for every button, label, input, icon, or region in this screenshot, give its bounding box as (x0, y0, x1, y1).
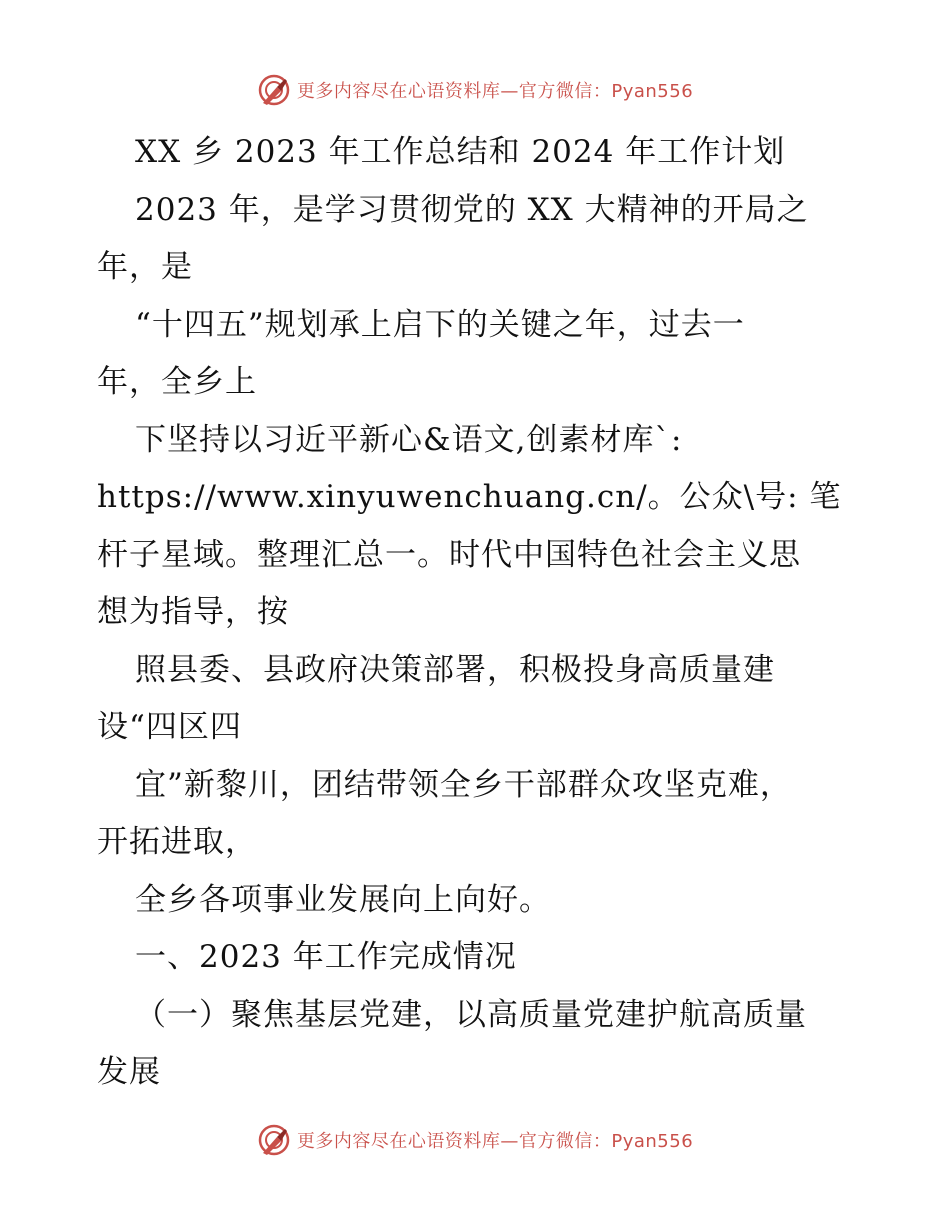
text-line: 年，全乡上 (97, 364, 257, 400)
text-line: 一、2023 年工作完成情况 (135, 939, 517, 975)
text-line: https://www.xinyuwenchuang.cn/。公众\号: 笔 (97, 479, 842, 515)
text-line: 设“四区四 (97, 709, 242, 745)
text-line: 全乡各项事业发展向上向好。 (135, 881, 551, 918)
text-line: 杆子星域。整理汇总一。时代中国特色社会主义思 (97, 536, 801, 573)
text-line: 发展 (97, 1054, 161, 1090)
footer-watermark (0, 1120, 950, 1160)
document-body (97, 124, 857, 1102)
text-line: XX 乡 2023 年工作总结和 2024 年工作计划 (135, 134, 786, 170)
text-line: 下坚持以习近平新心&语文,创素材库`: (135, 421, 683, 458)
text-line: “十四五”规划承上启下的关键之年，过去一 (135, 306, 745, 343)
watermark-text: 更多内容尽在心语资料库—官方微信：Pyan556 (296, 81, 694, 102)
pen-logo-icon (257, 1123, 291, 1157)
text-line: （一）聚焦基层党建，以高质量党建护航高质量 (135, 996, 807, 1033)
text-line: 开拓进取， (97, 824, 257, 860)
text-line: 想为指导，按 (97, 594, 289, 630)
text-line: 宜”新黎川，团结带领全乡干部群众攻坚克难， (135, 766, 792, 803)
text-line: 2023 年，是学习贯彻党的 XX 大精神的开局之 (135, 191, 809, 228)
text-line: 年，是 (97, 249, 193, 285)
watermark-text: 更多内容尽在心语资料库—官方微信：Pyan556 (296, 1131, 694, 1152)
text-line: 照县委、县政府决策部署，积极投身高质量建 (135, 651, 775, 688)
pen-logo-icon (257, 73, 291, 107)
header-watermark (0, 70, 950, 110)
